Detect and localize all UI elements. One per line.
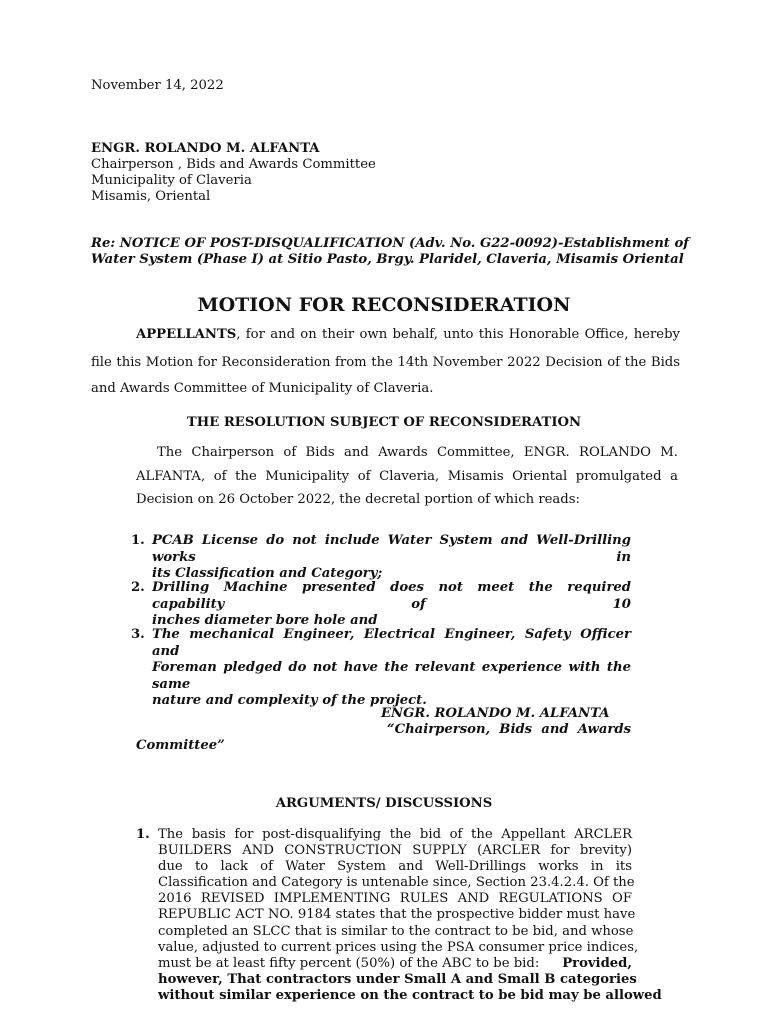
argument-line-normal: must be at least fifty percent (50%) of the ABC to be bid: bbox=[158, 955, 540, 971]
argument-line: however, That contractors under Small A and Small B categories bbox=[158, 971, 637, 987]
decretal-item-line: Drilling Machine presented does not meet the required capability of 10 bbox=[152, 580, 631, 612]
decretal-item-number: 1. bbox=[131, 533, 145, 548]
addressee-office: Municipality of Claveria bbox=[91, 173, 252, 188]
argument-line: completed an SLCC that is similar to the contract to be bid, and whose bbox=[158, 923, 634, 939]
intro-line-2: file this Motion for Reconsideration from the 14th November 2022 Decision of the Bids bbox=[91, 355, 680, 370]
decretal-item-line: Foreman pledged do not have the relevant experience with the same bbox=[152, 660, 631, 692]
intro-line-1 bbox=[136, 327, 680, 342]
intro-lead: APPELLANTS bbox=[136, 327, 237, 342]
argument-line: 2016 REVISED IMPLEMENTING RULES AND REGULATIONS OF bbox=[158, 891, 632, 907]
addressee-name: ENGR. ROLANDO M. ALFANTA bbox=[91, 141, 320, 156]
decretal-item-line: The mechanical Engineer, Electrical Engineer, Safety Officer and bbox=[152, 627, 631, 659]
document-title: MOTION FOR RECONSIDERATION bbox=[197, 294, 571, 316]
argument-line: BUILDERS AND CONSTRUCTION SUPPLY (ARCLER for brevity) bbox=[158, 843, 632, 859]
resolution-line-1: The Chairperson of Bids and Awards Committee, ENGR. ROLANDO M. bbox=[157, 445, 678, 460]
addressee-position: Chairperson , Bids and Awards Committee bbox=[91, 157, 376, 172]
signature-title-line-2: Committee” bbox=[136, 738, 225, 753]
argument-line: value, adjusted to current prices using the PSA consumer price indices, bbox=[158, 939, 639, 955]
letter-date: November 14, 2022 bbox=[91, 78, 224, 93]
arguments-heading: ARGUMENTS/ DISCUSSIONS bbox=[275, 796, 493, 811]
re-line-2: Water System (Phase I) at Sitio Pasto, Brgy. Plaridel, Claveria, Misamis Oriental bbox=[91, 252, 684, 267]
decretal-item-line: nature and complexity of the project. bbox=[152, 693, 427, 708]
argument-line bbox=[158, 956, 632, 972]
argument-line: due to lack of Water System and Well-Drillings works in its bbox=[158, 859, 632, 875]
intro-line-3: and Awards Committee of Municipality of Claveria. bbox=[91, 381, 434, 396]
re-line-1: Re: NOTICE OF POST-DISQUALIFICATION (Adv. No. G22-0092)-Establishment of bbox=[91, 236, 689, 251]
resolution-line-3: Decision on 26 October 2022, the decretal portion of which reads: bbox=[136, 492, 580, 507]
addressee-location: Misamis, Oriental bbox=[91, 189, 211, 204]
argument-line-bold: Provided, bbox=[562, 955, 632, 971]
resolution-heading: THE RESOLUTION SUBJECT OF RECONSIDERATION bbox=[186, 415, 582, 430]
decretal-item-line: PCAB License do not include Water System and Well-Drilling works in bbox=[152, 533, 631, 565]
argument-line: without similar experience on the contract to be bid may be allowed bbox=[158, 987, 662, 1003]
signature-title-line-1: “Chairperson, Bids and Awards bbox=[387, 722, 631, 737]
argument-item-text bbox=[158, 827, 662, 1004]
signature-name: ENGR. ROLANDO M. ALFANTA bbox=[381, 706, 610, 721]
resolution-line-2: ALFANTA, of the Municipality of Claveria, Misamis Oriental promulgated a bbox=[136, 469, 678, 484]
argument-line: REPUBLIC ACT NO. 9184 states that the prospective bidder must have bbox=[158, 907, 636, 923]
intro-line-1-rest: , for and on their own behalf, unto this Honorable Office, hereby bbox=[236, 327, 680, 342]
argument-line: Classification and Category is untenable since, Section 23.4.2.4. Of the bbox=[158, 875, 635, 891]
decretal-item-number: 3. bbox=[131, 627, 145, 642]
decretal-item-line: its Classification and Category; bbox=[152, 566, 383, 581]
argument-line: The basis for post-disqualifying the bid of the Appellant ARCLER bbox=[158, 827, 632, 842]
decretal-item-number: 2. bbox=[131, 580, 145, 595]
decretal-item-line: inches diameter bore hole and bbox=[152, 613, 378, 628]
argument-item-number: 1. bbox=[136, 827, 150, 842]
